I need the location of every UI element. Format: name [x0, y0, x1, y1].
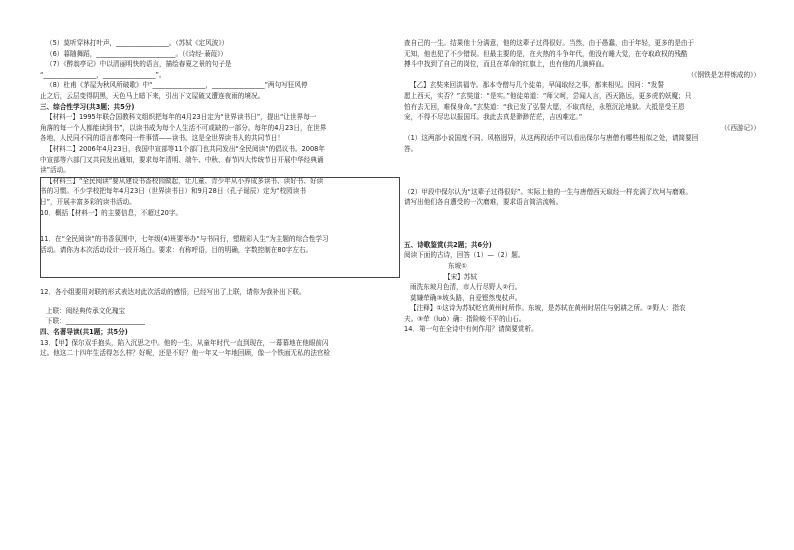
question-6: （6）暮随舞蹈，________________________。（《诗经·蒹葭》） — [46, 49, 228, 58]
couplet-lower: 下联：________________________ — [46, 317, 145, 326]
question-13-2-line1: （2）甲段中保尔认为“这辈子过得很好”。实际上他的一生与唐僧西天取经一样充满了坎坷与磨难。 — [404, 187, 692, 196]
poem-notes-line1: 【注释】①这诗为苏轼贬官黄州时所作。东坡，是苏轼在黄州时居住与躬耕之所。②野人：指农 — [410, 304, 686, 313]
material-3-line1: 【材料三】“全民阅读”要从建设书香校园做起，让儿童、青少年从小养成多读书、读好书、好读 — [46, 176, 324, 185]
poem-title: 东坡① — [448, 261, 468, 270]
poem-line-1: 雨洗东坡月色清，市人行尽野人②行。 — [410, 283, 522, 292]
poem-line-2: 莫嫌荦确③坡头路，自爱铿然曳杖声。 — [410, 293, 522, 302]
passage-jia-line2: 无知，他也犯了不少错误。但最主要的是，在火热的斗争年代，他没有睡大觉，在夺取政权的残酷 — [404, 49, 688, 58]
question-10: 10．概括【材料一】的主要信息，不超过20字。 — [40, 208, 183, 217]
question-13-1-line1: （1）这两部小说国度不同、风格迥异，从这两段话中可以看出保尔与唐僧有哪些相似之处，请简要回 — [404, 134, 699, 143]
poem-intro: 阅读下面的古诗，回答（1）—（2）题。 — [404, 251, 525, 260]
poem-author: 【宋】苏轼 — [444, 272, 477, 281]
question-5: （5）莫听穿林打叶声，________________。（苏轼《定风波》） — [46, 39, 229, 47]
passage-yi-line4: 宠，不得不尽忠以报国耳。我此去真是渺渺茫茫，吉凶难定。” — [404, 113, 583, 122]
question-13-1-line2: 答。 — [404, 144, 418, 153]
material-1-line1: 【材料一】1995年联合国教科文组织把每年的4月23日定为“世界读书日”，提出“让世界每一 — [46, 113, 317, 122]
question-13-line1: 13．【甲】保尔双手抱头，陷入沉思之中。他的一生，从童年时代一直到现在，一幕幕地在他眼前闪 — [40, 338, 329, 347]
question-8-line2: 止之后，云层变得阴黑，天色马上暗下来，引出下文屋破又遭连夜雨的境况。 — [40, 91, 265, 100]
question-12: 12．各小组要用对联的形式表达对此次活动的感悟，已经写出了上联，请你为我补出下联。 — [40, 288, 306, 297]
material-3-line3: 日”，开展丰富多彩的读书活动。 — [40, 197, 136, 206]
passage-yi-line1: 【乙】玄奘来回洪福寺。那本寺僧与几个徒弟，早闻取经之事，都来相见。因问：“发誓 — [410, 81, 664, 90]
question-8-line1: （8）杜甫《茅屋为秋风所破歌》中“________________，________________”两句写狂风停 — [46, 81, 308, 90]
passage-jia-line3: 搏斗中找到了自己的岗位，而且在革命的红旗上，也有他的几滴鲜血。 — [404, 60, 609, 69]
question-7-line2: “________________，________________”。 — [40, 70, 166, 79]
material-2-line2: 中宣部等六部门又共同发出通知，要求每年清明、端午、中秋、春节四大传统节日开展中华经典诵 — [40, 155, 324, 164]
question-14: 14．第一句在全诗中有何作用？请简要赏析。 — [404, 325, 538, 334]
material-1-line2: 角落的每一个人都能读到书”，以读书成为每个人生活不可或缺的一部分。每年的4月23日，在世界 — [40, 123, 327, 132]
materials-box — [40, 177, 400, 278]
section-3-heading: 三、综合性学习(共3题；共5分) — [40, 102, 135, 111]
source-steel: （《钢铁是怎样炼成的》） — [687, 70, 760, 79]
right-column — [404, 38, 760, 335]
section-4-heading: 四、名著导读(共1题；共5分) — [40, 328, 128, 337]
question-13-2-line2: 请写出他们各自遭受的一次磨难，要求语言简洁流畅。 — [404, 198, 563, 207]
source-journey-west: （《西游记》） — [720, 123, 760, 132]
passage-jia-line1: 查自己的一生。结果他十分满意，他的这辈子过得很好。当然，由于愚蠢，由于年轻，更多的是由于 — [404, 39, 695, 47]
passage-yi-line3: 怕有去无回，难保身命。”玄奘道：“我已发了弘誓大愿，不取真经，永堕沉沦地狱。大抵是受王恩 — [404, 102, 685, 111]
question-11-line2: 活动。请你为本次活动设计一段开场白。要求：有称呼语，目的明确，字数控制在80字左右。 — [40, 245, 313, 254]
question-7-line1: （7）《醉翁亭记》中以清丽明快的语言，描绘春夏之景的句子是 — [46, 60, 232, 69]
material-2-line1: 【材料二】2006年4月23日，我国中宣部等11个部门也共同发出“全民阅读”的倡议书。2008年 — [46, 144, 325, 153]
passage-yi-line2: 愿上西天，实否？”玄奘道：“是实。”他徒弟道：“师父呵，尝闻人言，西天路远，更多虎豹妖魔；只 — [404, 91, 692, 100]
question-11-line1: 11．在“全民阅读”的书香氛围中，七年级(4)班要举办“与书同行，塑精彩人生”为主题的综合性学习 — [40, 235, 329, 244]
question-13-line2: 过。他这二十四年生活得怎么样？好呢，还是不好？他一年又一年地回顾，像一个铁面无私的法官检 — [40, 349, 331, 358]
couplet-upper: 上联：阅经典传承文化瑰宝 — [46, 306, 126, 315]
material-3-line2: 书的习惯。不少学校把每年4月23日（世界读书日）和9月28日（孔子诞辰）定为“校园读书 — [40, 187, 306, 196]
section-5-heading: 五、诗歌鉴赏(共2题；共6分) — [404, 240, 492, 249]
poem-notes-line2: 夫。③荦（luò）确：指险峻不平的山石。 — [404, 314, 526, 323]
material-1-line3: 各地，人民同不同的语言都奏同一件事情——读书。这是全世界读书人的共同节日！ — [40, 134, 284, 143]
material-2-line3: 读”活动。 — [40, 166, 70, 175]
